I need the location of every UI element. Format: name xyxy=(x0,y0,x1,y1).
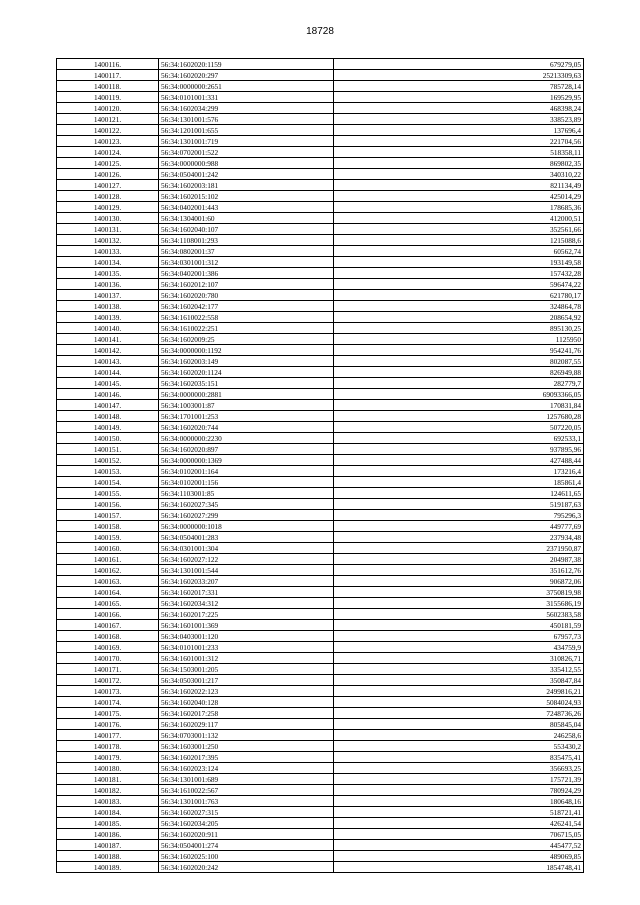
value-cell: 445477,52 xyxy=(334,840,584,851)
cadastral-number-cell: 56:34:0102001:156 xyxy=(159,477,334,488)
value-cell: 170831,84 xyxy=(334,400,584,411)
row-number-cell: 1400146. xyxy=(57,389,159,400)
table-row xyxy=(57,92,584,103)
cadastral-number-cell: 56:34:0301001:304 xyxy=(159,543,334,554)
cadastral-number-cell: 56:34:0703001:132 xyxy=(159,730,334,741)
table-row xyxy=(57,356,584,367)
cadastral-number-cell: 56:34:1103001:85 xyxy=(159,488,334,499)
value-cell: 869802,35 xyxy=(334,158,584,169)
value-cell: 802087,55 xyxy=(334,356,584,367)
row-number-cell: 1400148. xyxy=(57,411,159,422)
cadastral-number-cell: 56:34:1602003:181 xyxy=(159,180,334,191)
table-row xyxy=(57,191,584,202)
table-row xyxy=(57,675,584,686)
table-row xyxy=(57,444,584,455)
value-cell: 450181,59 xyxy=(334,620,584,631)
value-cell: 906872,06 xyxy=(334,576,584,587)
row-number-cell: 1400126. xyxy=(57,169,159,180)
table-row xyxy=(57,125,584,136)
cadastral-number-cell: 56:34:1602040:128 xyxy=(159,697,334,708)
table-row xyxy=(57,290,584,301)
table-row xyxy=(57,235,584,246)
row-number-cell: 1400124. xyxy=(57,147,159,158)
cadastral-number-cell: 56:34:1602027:315 xyxy=(159,807,334,818)
value-cell: 679279,05 xyxy=(334,59,584,70)
table-row xyxy=(57,246,584,257)
row-number-cell: 1400174. xyxy=(57,697,159,708)
cadastral-number-cell: 56:34:1602020:1159 xyxy=(159,59,334,70)
row-number-cell: 1400159. xyxy=(57,532,159,543)
cadastral-number-cell: 56:34:1602017:331 xyxy=(159,587,334,598)
row-number-cell: 1400187. xyxy=(57,840,159,851)
table-row xyxy=(57,59,584,70)
row-number-cell: 1400147. xyxy=(57,400,159,411)
table-row xyxy=(57,279,584,290)
value-cell: 553430,2 xyxy=(334,741,584,752)
value-cell: 795296,3 xyxy=(334,510,584,521)
row-number-cell: 1400151. xyxy=(57,444,159,455)
row-number-cell: 1400144. xyxy=(57,367,159,378)
cadastral-number-cell: 56:34:1003001:87 xyxy=(159,400,334,411)
row-number-cell: 1400178. xyxy=(57,741,159,752)
value-cell: 221704,56 xyxy=(334,136,584,147)
row-number-cell: 1400158. xyxy=(57,521,159,532)
row-number-cell: 1400181. xyxy=(57,774,159,785)
value-cell: 519187,63 xyxy=(334,499,584,510)
table-row xyxy=(57,323,584,334)
value-cell: 785728,14 xyxy=(334,81,584,92)
cadastral-number-cell: 56:34:1602017:225 xyxy=(159,609,334,620)
table-row xyxy=(57,697,584,708)
value-cell: 208654,92 xyxy=(334,312,584,323)
cadastral-number-cell: 56:34:1602027:345 xyxy=(159,499,334,510)
value-cell: 621780,17 xyxy=(334,290,584,301)
table-row xyxy=(57,510,584,521)
cadastral-number-cell: 56:34:1602042:177 xyxy=(159,301,334,312)
row-number-cell: 1400137. xyxy=(57,290,159,301)
value-cell: 193149,58 xyxy=(334,257,584,268)
table-row xyxy=(57,378,584,389)
row-number-cell: 1400154. xyxy=(57,477,159,488)
table-row xyxy=(57,851,584,862)
row-number-cell: 1400121. xyxy=(57,114,159,125)
value-cell: 175721,39 xyxy=(334,774,584,785)
row-number-cell: 1400188. xyxy=(57,851,159,862)
cadastral-number-cell: 56:34:1301001:544 xyxy=(159,565,334,576)
table-row xyxy=(57,840,584,851)
value-cell: 1215088,6 xyxy=(334,235,584,246)
cadastral-number-cell: 56:34:1602023:124 xyxy=(159,763,334,774)
cadastral-value-table xyxy=(56,58,584,873)
cadastral-number-cell: 56:34:1602020:744 xyxy=(159,422,334,433)
row-number-cell: 1400157. xyxy=(57,510,159,521)
row-number-cell: 1400160. xyxy=(57,543,159,554)
cadastral-number-cell: 56:34:1601001:312 xyxy=(159,653,334,664)
row-number-cell: 1400122. xyxy=(57,125,159,136)
row-number-cell: 1400135. xyxy=(57,268,159,279)
cadastral-number-cell: 56:34:1603001:250 xyxy=(159,741,334,752)
cadastral-number-cell: 56:34:0301001:312 xyxy=(159,257,334,268)
cadastral-number-cell: 56:34:1602027:299 xyxy=(159,510,334,521)
table-row xyxy=(57,587,584,598)
value-cell: 5084024,93 xyxy=(334,697,584,708)
table-row xyxy=(57,785,584,796)
table-row xyxy=(57,719,584,730)
cadastral-number-cell: 56:34:0802001:37 xyxy=(159,246,334,257)
value-cell: 468398,24 xyxy=(334,103,584,114)
table-row xyxy=(57,301,584,312)
row-number-cell: 1400167. xyxy=(57,620,159,631)
value-cell: 324864,78 xyxy=(334,301,584,312)
cadastral-number-cell: 56:34:0403001:120 xyxy=(159,631,334,642)
value-cell: 204987,38 xyxy=(334,554,584,565)
table-row xyxy=(57,224,584,235)
cadastral-number-cell: 56:34:1108001:293 xyxy=(159,235,334,246)
value-cell: 137696,4 xyxy=(334,125,584,136)
page-number: 18728 xyxy=(306,26,334,37)
value-cell: 60562,74 xyxy=(334,246,584,257)
cadastral-number-cell: 56:34:0000000:2881 xyxy=(159,389,334,400)
table-row xyxy=(57,620,584,631)
table-row xyxy=(57,488,584,499)
cadastral-number-cell: 56:34:1201001:655 xyxy=(159,125,334,136)
cadastral-number-cell: 56:34:0402001:443 xyxy=(159,202,334,213)
table-row xyxy=(57,686,584,697)
value-cell: 350847,84 xyxy=(334,675,584,686)
row-number-cell: 1400172. xyxy=(57,675,159,686)
table-row xyxy=(57,70,584,81)
cadastral-number-cell: 56:34:1602040:107 xyxy=(159,224,334,235)
value-cell: 335412,55 xyxy=(334,664,584,675)
row-number-cell: 1400180. xyxy=(57,763,159,774)
cadastral-number-cell: 56:34:1602020:780 xyxy=(159,290,334,301)
value-cell: 338523,89 xyxy=(334,114,584,125)
cadastral-number-cell: 56:34:0102001:164 xyxy=(159,466,334,477)
row-number-cell: 1400155. xyxy=(57,488,159,499)
cadastral-number-cell: 56:34:0101001:233 xyxy=(159,642,334,653)
table-row xyxy=(57,807,584,818)
value-cell: 518358,11 xyxy=(334,147,584,158)
cadastral-number-cell: 56:34:1602015:102 xyxy=(159,191,334,202)
value-cell: 173216,4 xyxy=(334,466,584,477)
table-row xyxy=(57,763,584,774)
value-cell: 805845,04 xyxy=(334,719,584,730)
row-number-cell: 1400149. xyxy=(57,422,159,433)
value-cell: 1125950 xyxy=(334,334,584,345)
cadastral-number-cell: 56:34:1610022:251 xyxy=(159,323,334,334)
table-row xyxy=(57,653,584,664)
value-cell: 412000,51 xyxy=(334,213,584,224)
table-row xyxy=(57,334,584,345)
row-number-cell: 1400145. xyxy=(57,378,159,389)
row-number-cell: 1400185. xyxy=(57,818,159,829)
table-row xyxy=(57,136,584,147)
table-row xyxy=(57,543,584,554)
value-cell: 3155686,19 xyxy=(334,598,584,609)
table-row xyxy=(57,554,584,565)
cadastral-number-cell: 56:34:1602020:297 xyxy=(159,70,334,81)
table-row xyxy=(57,169,584,180)
table-row xyxy=(57,147,584,158)
value-cell: 3750819,98 xyxy=(334,587,584,598)
row-number-cell: 1400117. xyxy=(57,70,159,81)
table-row xyxy=(57,400,584,411)
value-cell: 1257680,28 xyxy=(334,411,584,422)
value-cell: 310826,71 xyxy=(334,653,584,664)
cadastral-number-cell: 56:34:1602020:242 xyxy=(159,862,334,873)
cadastral-number-cell: 56:34:0504001:283 xyxy=(159,532,334,543)
value-cell: 489069,85 xyxy=(334,851,584,862)
cadastral-number-cell: 56:34:1701001:253 xyxy=(159,411,334,422)
value-cell: 69093366,05 xyxy=(334,389,584,400)
value-cell: 596474,22 xyxy=(334,279,584,290)
value-cell: 507220,05 xyxy=(334,422,584,433)
table-row xyxy=(57,422,584,433)
table-row xyxy=(57,499,584,510)
value-cell: 449777,69 xyxy=(334,521,584,532)
table-row xyxy=(57,752,584,763)
cadastral-number-cell: 56:34:0000000:2651 xyxy=(159,81,334,92)
cadastral-number-cell: 56:34:1602022:123 xyxy=(159,686,334,697)
table-row xyxy=(57,213,584,224)
cadastral-number-cell: 56:34:0000000:1369 xyxy=(159,455,334,466)
value-cell: 246258,6 xyxy=(334,730,584,741)
cadastral-number-cell: 56:34:1601001:369 xyxy=(159,620,334,631)
value-cell: 157432,28 xyxy=(334,268,584,279)
cadastral-number-cell: 56:34:1602017:258 xyxy=(159,708,334,719)
row-number-cell: 1400168. xyxy=(57,631,159,642)
row-number-cell: 1400184. xyxy=(57,807,159,818)
row-number-cell: 1400183. xyxy=(57,796,159,807)
cadastral-number-cell: 56:34:1602034:312 xyxy=(159,598,334,609)
table-row xyxy=(57,741,584,752)
cadastral-number-cell: 56:34:1602012:107 xyxy=(159,279,334,290)
table-row xyxy=(57,202,584,213)
cadastral-number-cell: 56:34:1602020:897 xyxy=(159,444,334,455)
row-number-cell: 1400134. xyxy=(57,257,159,268)
cadastral-number-cell: 56:34:0101001:331 xyxy=(159,92,334,103)
cadastral-number-cell: 56:34:0000000:1192 xyxy=(159,345,334,356)
value-cell: 425014,29 xyxy=(334,191,584,202)
cadastral-number-cell: 56:34:1301001:719 xyxy=(159,136,334,147)
row-number-cell: 1400140. xyxy=(57,323,159,334)
value-cell: 178685,36 xyxy=(334,202,584,213)
table-row xyxy=(57,642,584,653)
table-row xyxy=(57,598,584,609)
table-row xyxy=(57,774,584,785)
cadastral-number-cell: 56:34:1602034:205 xyxy=(159,818,334,829)
value-cell: 5602383,58 xyxy=(334,609,584,620)
table-row xyxy=(57,730,584,741)
cadastral-number-cell: 56:34:1602035:151 xyxy=(159,378,334,389)
value-cell: 2371950,87 xyxy=(334,543,584,554)
value-cell: 1854748,41 xyxy=(334,862,584,873)
value-cell: 937895,96 xyxy=(334,444,584,455)
row-number-cell: 1400189. xyxy=(57,862,159,873)
value-cell: 351612,76 xyxy=(334,565,584,576)
row-number-cell: 1400177. xyxy=(57,730,159,741)
row-number-cell: 1400136. xyxy=(57,279,159,290)
row-number-cell: 1400170. xyxy=(57,653,159,664)
table-row xyxy=(57,565,584,576)
value-cell: 340310,22 xyxy=(334,169,584,180)
cadastral-number-cell: 56:34:1610022:567 xyxy=(159,785,334,796)
table-row xyxy=(57,367,584,378)
value-cell: 434759,9 xyxy=(334,642,584,653)
value-cell: 706715,05 xyxy=(334,829,584,840)
cadastral-number-cell: 56:34:1602029:117 xyxy=(159,719,334,730)
row-number-cell: 1400119. xyxy=(57,92,159,103)
value-cell: 427488,44 xyxy=(334,455,584,466)
value-cell: 180648,16 xyxy=(334,796,584,807)
row-number-cell: 1400138. xyxy=(57,301,159,312)
value-cell: 692533,1 xyxy=(334,433,584,444)
row-number-cell: 1400164. xyxy=(57,587,159,598)
row-number-cell: 1400143. xyxy=(57,356,159,367)
table-row xyxy=(57,389,584,400)
cadastral-number-cell: 56:34:0503001:217 xyxy=(159,675,334,686)
table-row xyxy=(57,477,584,488)
table-row xyxy=(57,103,584,114)
table-row xyxy=(57,609,584,620)
cadastral-number-cell: 56:34:1304001:60 xyxy=(159,213,334,224)
cadastral-number-cell: 56:34:0504001:274 xyxy=(159,840,334,851)
table-row xyxy=(57,411,584,422)
row-number-cell: 1400118. xyxy=(57,81,159,92)
table-row xyxy=(57,521,584,532)
table-row xyxy=(57,81,584,92)
value-cell: 426241,54 xyxy=(334,818,584,829)
cadastral-number-cell: 56:34:1602025:100 xyxy=(159,851,334,862)
row-number-cell: 1400131. xyxy=(57,224,159,235)
cadastral-number-cell: 56:34:0000000:2230 xyxy=(159,433,334,444)
table-row xyxy=(57,345,584,356)
value-cell: 25213309,63 xyxy=(334,70,584,81)
table-row xyxy=(57,862,584,873)
table-row xyxy=(57,708,584,719)
row-number-cell: 1400153. xyxy=(57,466,159,477)
row-number-cell: 1400141. xyxy=(57,334,159,345)
table-row xyxy=(57,631,584,642)
value-cell: 67957,73 xyxy=(334,631,584,642)
value-cell: 7248736,26 xyxy=(334,708,584,719)
table-row xyxy=(57,796,584,807)
table-row xyxy=(57,818,584,829)
row-number-cell: 1400130. xyxy=(57,213,159,224)
cadastral-number-cell: 56:34:1301001:689 xyxy=(159,774,334,785)
row-number-cell: 1400152. xyxy=(57,455,159,466)
table-row xyxy=(57,576,584,587)
cadastral-number-cell: 56:34:1301001:576 xyxy=(159,114,334,125)
cadastral-number-cell: 56:34:1602009:25 xyxy=(159,334,334,345)
row-number-cell: 1400139. xyxy=(57,312,159,323)
table-row xyxy=(57,466,584,477)
cadastral-number-cell: 56:34:1602034:299 xyxy=(159,103,334,114)
table-row xyxy=(57,257,584,268)
value-cell: 169529,95 xyxy=(334,92,584,103)
row-number-cell: 1400162. xyxy=(57,565,159,576)
table-row xyxy=(57,312,584,323)
value-cell: 835475,41 xyxy=(334,752,584,763)
value-cell: 356693,25 xyxy=(334,763,584,774)
value-cell: 2499816,21 xyxy=(334,686,584,697)
table-body xyxy=(57,59,584,873)
cadastral-number-cell: 56:34:1602033:207 xyxy=(159,576,334,587)
row-number-cell: 1400163. xyxy=(57,576,159,587)
value-cell: 826949,88 xyxy=(334,367,584,378)
row-number-cell: 1400173. xyxy=(57,686,159,697)
cadastral-number-cell: 56:34:1602027:122 xyxy=(159,554,334,565)
row-number-cell: 1400123. xyxy=(57,136,159,147)
row-number-cell: 1400142. xyxy=(57,345,159,356)
cadastral-number-cell: 56:34:0000000:988 xyxy=(159,158,334,169)
row-number-cell: 1400133. xyxy=(57,246,159,257)
cadastral-number-cell: 56:34:0000000:1018 xyxy=(159,521,334,532)
cadastral-number-cell: 56:34:1602020:1124 xyxy=(159,367,334,378)
table-row xyxy=(57,829,584,840)
cadastral-number-cell: 56:34:0402001:386 xyxy=(159,268,334,279)
value-cell: 237934,48 xyxy=(334,532,584,543)
cadastral-number-cell: 56:34:1602020:911 xyxy=(159,829,334,840)
cadastral-number-cell: 56:34:1503001:205 xyxy=(159,664,334,675)
value-cell: 124611,65 xyxy=(334,488,584,499)
value-cell: 282779,7 xyxy=(334,378,584,389)
value-cell: 821134,49 xyxy=(334,180,584,191)
table-row xyxy=(57,664,584,675)
cadastral-number-cell: 56:34:1602017:395 xyxy=(159,752,334,763)
table-row xyxy=(57,158,584,169)
table-row xyxy=(57,455,584,466)
row-number-cell: 1400186. xyxy=(57,829,159,840)
row-number-cell: 1400182. xyxy=(57,785,159,796)
row-number-cell: 1400150. xyxy=(57,433,159,444)
row-number-cell: 1400169. xyxy=(57,642,159,653)
cadastral-number-cell: 56:34:0504001:242 xyxy=(159,169,334,180)
row-number-cell: 1400179. xyxy=(57,752,159,763)
value-cell: 954241,76 xyxy=(334,345,584,356)
row-number-cell: 1400175. xyxy=(57,708,159,719)
table-row xyxy=(57,433,584,444)
row-number-cell: 1400125. xyxy=(57,158,159,169)
table-row xyxy=(57,114,584,125)
row-number-cell: 1400128. xyxy=(57,191,159,202)
cadastral-number-cell: 56:34:1602003:149 xyxy=(159,356,334,367)
value-cell: 352561,66 xyxy=(334,224,584,235)
row-number-cell: 1400116. xyxy=(57,59,159,70)
row-number-cell: 1400129. xyxy=(57,202,159,213)
row-number-cell: 1400161. xyxy=(57,554,159,565)
cadastral-number-cell: 56:34:1301001:763 xyxy=(159,796,334,807)
row-number-cell: 1400120. xyxy=(57,103,159,114)
cadastral-number-cell: 56:34:0702001:522 xyxy=(159,147,334,158)
value-cell: 780924,29 xyxy=(334,785,584,796)
row-number-cell: 1400171. xyxy=(57,664,159,675)
value-cell: 895130,25 xyxy=(334,323,584,334)
cadastral-number-cell: 56:34:1610022:558 xyxy=(159,312,334,323)
row-number-cell: 1400166. xyxy=(57,609,159,620)
row-number-cell: 1400127. xyxy=(57,180,159,191)
row-number-cell: 1400176. xyxy=(57,719,159,730)
table-row xyxy=(57,180,584,191)
row-number-cell: 1400132. xyxy=(57,235,159,246)
row-number-cell: 1400165. xyxy=(57,598,159,609)
table-row xyxy=(57,532,584,543)
value-cell: 518721,41 xyxy=(334,807,584,818)
row-number-cell: 1400156. xyxy=(57,499,159,510)
value-cell: 185861,4 xyxy=(334,477,584,488)
table-row xyxy=(57,268,584,279)
